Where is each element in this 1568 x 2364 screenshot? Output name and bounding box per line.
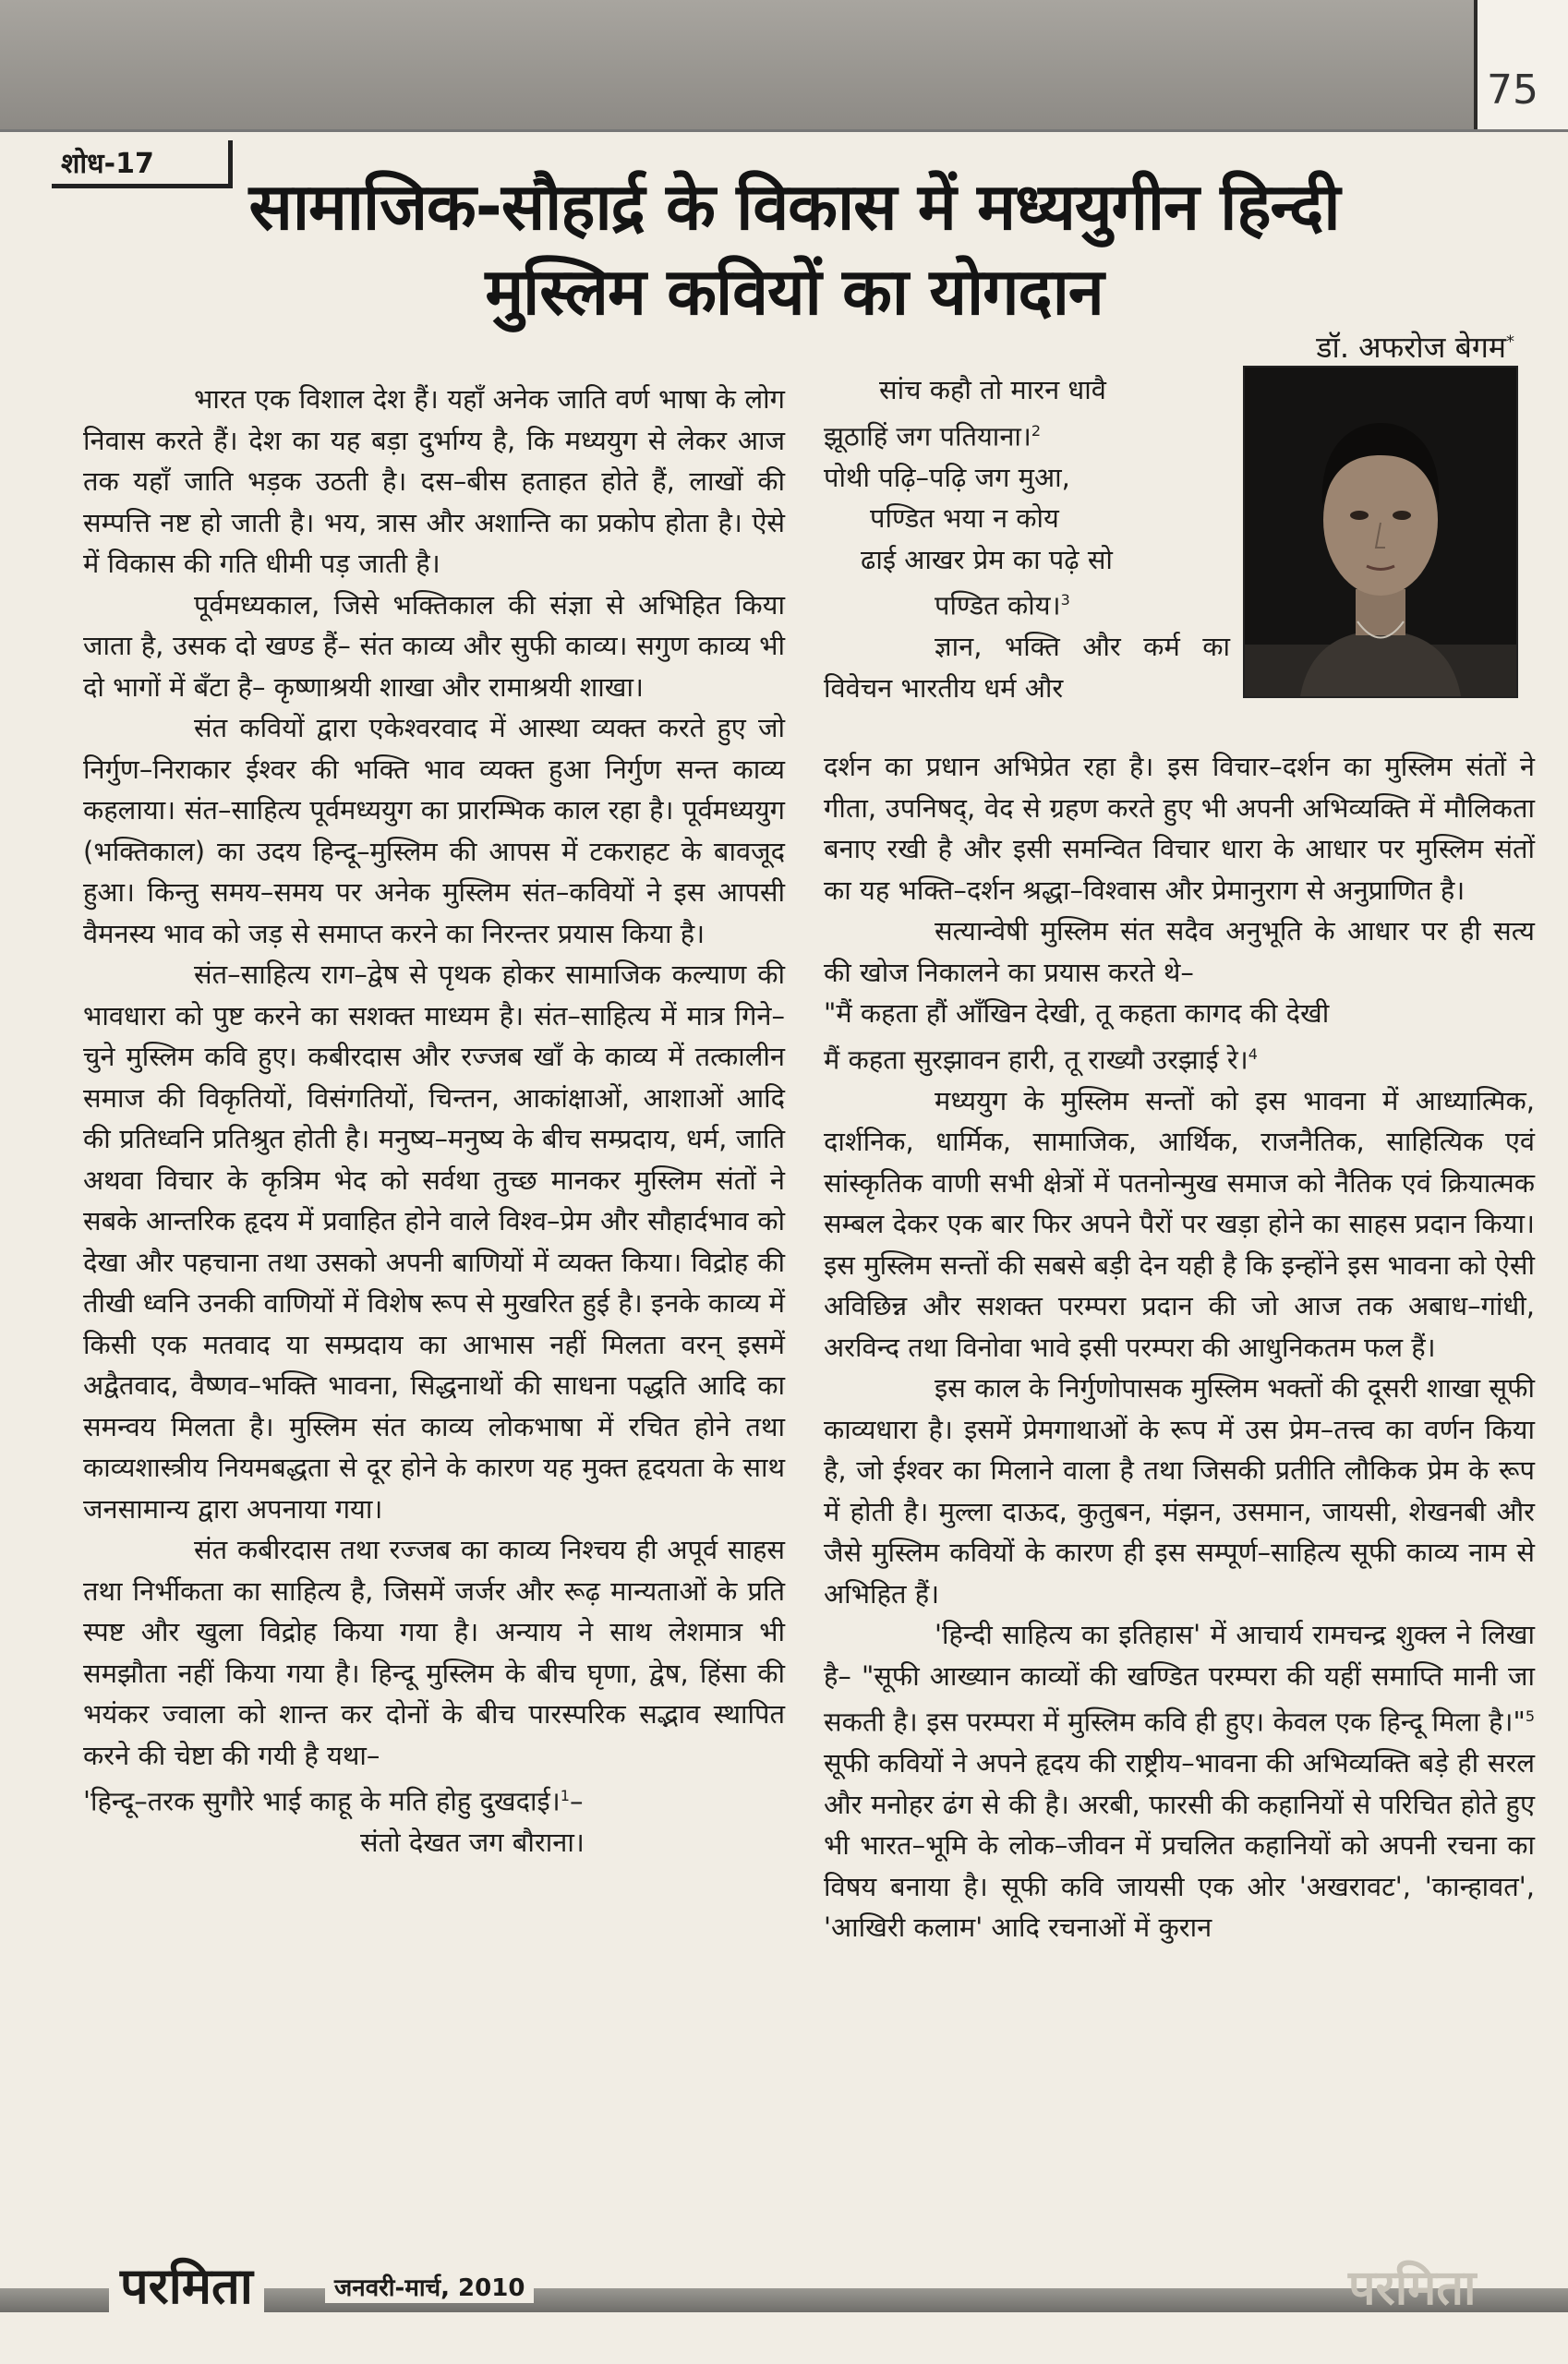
right-column <box>824 746 1535 1948</box>
paragraph: इस काल के निर्गुणोपासक मुस्लिम भक्तों की दूसरी शाखा सूफी काव्यधारा है। इसमें प्रेमगाथाओं के रूप में उस प्रेम–तत्त्व का वर्णन किया है, जो ईश्वर का मिलाने वाला है तथा जिसकी प्रतीति लौकिक प्रेम के रूप में होती है। मुल्ला दाऊद, कुतुबन, मंझन, उसमान, जायसी, शेखनबी और जैसे मुस्लिम कवियों के कारण ही इस सम्पूर्ण–साहित्य सूफी काव्य नाम से अभिहित हैं। <box>824 1372 1535 1610</box>
paragraph: संत–साहित्य राग–द्वेष से पृथक होकर सामाजिक कल्याण की भावधारा को पुष्ट करने का सशक्त माध्यम है। संत–साहित्य में मात्र गिने–चुने मुस्लिम कवि हुए। कबीरदास और रज्जब खाँ के काव्य में तत्कालीन समाज की विकृतियों, विसंगतियों, चिन्तन, आकांक्षाओं, आशाओं आदि की प्रतिध्वनि प्रतिश्रुत होती है। मनुष्य–मनुष्य के बीच सम्प्रदाय, धर्म, जाति अथवा विचार के कृत्रिम भेद को सर्वथा तुच्छ मानकर मुस्लिम संतों ने सबके आन्तरिक हृदय में प्रवाहित होने वाले विश्व–प्रेम और सौहार्दभाव को देखा और पहचाना तथा उसको अपनी बाणियों में व्यक्त किया। विद्रोह की तीखी ध्वनि उनकी वाणियों में विशेष रूप से मुखरित हुई है। इनके काव्य में किसी एक मतवाद या सम्प्रदाय का आभास नहीं मिलता वरन् इसमें अद्वैतवाद, वैष्णव–भक्ति भावना, सिद्धनाथों की साधना पद्धति आदि का समन्वय मिलता है। मुस्लिम संत काव्य लोकभाषा में रचित होने तथा काव्यशास्त्रीय नियमबद्धता से दूर होने के कारण यह मुक्त हृदयता के साथ जनसामान्य द्वारा अपनाया गया। <box>83 959 785 1525</box>
section-label: शोध-17 <box>52 140 233 188</box>
left-column <box>83 379 785 1863</box>
title-line-2: मुस्लिम कवियों का योगदान <box>485 254 1104 330</box>
right-column-top <box>824 369 1230 708</box>
quote-text: मैं कहता सुरझावन हारी, तू राख्यौ उरझाई रे। <box>824 1043 1248 1076</box>
verse-line: सांच कहौ तो मारन धावै <box>879 374 1106 405</box>
article-title <box>157 164 1431 334</box>
verse-text: झूठाहिं जग पतियाना। <box>824 420 1031 452</box>
page-number: 75 <box>1487 66 1538 114</box>
paragraph-text: सूफी कवियों ने अपने हृदय की राष्ट्रीय–भावना की अभिव्यक्ति बड़े ही सरल और मनोहर ढंग से की है। अरबी, फारसी की कहानियों से परिचित होते हुए भी भारत–भूमि के लोक–जीवन में प्रचलित कहानियों को अपनी रचना का विषय बनाया है। सूफी कवि जायसी एक ओर 'अखरावट', 'कान्हावत', 'आखिरी कलाम' आदि रचनाओं में कुरान <box>824 1747 1535 1944</box>
footnote-ref: 3 <box>1060 591 1070 609</box>
paragraph: भारत एक विशाल देश हैं। यहाँ अनेक जाति वर्ण भाषा के लोग निवास करते हैं। देश का यह बड़ा दुर्भाग्य है, कि मध्ययुग से लेकर आज तक यहाँ जाति भड़क उठती है। दस–बीस हताहत होते हैं, लाखों की सम्पत्ति नष्ट हो जाती है। भय, त्रास और अशान्ति का प्रकोप होता है। ऐसे में विकास की गति धीमी पड़ जाती है। <box>83 383 785 579</box>
author-photo <box>1243 366 1518 698</box>
paragraph-text: 'हिन्दी साहित्य का इतिहास' में आचार्य रामचन्द्र शुक्ल ने लिखा है– "सूफी आख्यान काव्यों की खण्डित परम्परा की यहीं समाप्ति मानी जा सकती है। इस परम्परा में मुस्लिम कवि ही हुए। केवल एक हिन्दू मिला है।" <box>824 1619 1535 1738</box>
author-portrait-image <box>1245 368 1516 696</box>
footnote-ref: 2 <box>1031 421 1042 440</box>
author-name <box>1200 327 1514 367</box>
quote-line <box>824 1034 1535 1080</box>
journal-watermark: परमिता <box>1348 2261 1477 2316</box>
quote-line <box>83 1776 785 1822</box>
paragraph: ज्ञान, भक्ति और कर्म का विवेचन भारतीय धर्म और <box>824 631 1230 704</box>
verse-text: पण्डित कोय। <box>935 589 1061 621</box>
verse-line <box>824 580 1230 626</box>
verse-line: पोथी पढ़ि–पढ़ि जग मुआ, <box>824 461 1070 493</box>
footnote-ref: 5 <box>1525 1707 1535 1726</box>
quote-line: "मैं कहता हौं आँखिन देखी, तू कहता कागद की देखी <box>824 997 1330 1029</box>
paragraph: दर्शन का प्रधान अभिप्रेत रहा है। इस विचार–दर्शन का मुस्लिम संतों ने गीता, उपनिषद्, वेद से ग्रहण करते हुए भी अपनी अभिव्यक्ति में मौलिकता बनाए रखी है और इसी समन्वित विचार धारा के आधार पर मुस्लिम संतों का यह भक्ति–दर्शन श्रद्धा–विश्वास और प्रेमानुराग से अनुप्राणित है। <box>824 751 1535 906</box>
author-footnote-mark: * <box>1506 332 1514 352</box>
paragraph: पूर्वमध्यकाल, जिसे भक्तिकाल की संज्ञा से अभिहित किया जाता है, उसक दो खण्ड हैं– संत काव्य और सुफी काव्य। सगुण काव्य भी दो भागों में बँटा है– कृष्णाश्रयी शाखा और रामाश्रयी शाखा। <box>83 588 785 703</box>
verse-line: पण्डित भया न कोय <box>870 502 1059 535</box>
author-text: डॉ. अफरोज बेगम <box>1316 330 1506 365</box>
quote-line: संतो देखत जग बौराना। <box>360 1827 585 1859</box>
paragraph: मध्ययुग के मुस्लिम सन्तों को इस भावना में आध्यात्मिक, दार्शनिक, धार्मिक, सामाजिक, आर्थिक, राजनैतिक, साहित्यिक एवं सांस्कृतिक वाणी सभी क्षेत्रों में पतनोन्मुख समाज को नैतिक एवं क्रियात्मक सम्बल देकर एक बार फिर अपने पैरों पर खड़ा होने का साहस प्रदान किया। इस मुस्लिम सन्तों की सबसे बड़ी देन यही है कि इन्होंने इस भावना को ऐसी अविछिन्न और सशक्त परम्परा प्रदान की जो आज तक अबाध–गांधी, अरविन्द तथा विनोवा भावे इसी परम्परा की आधुनिकतम फल हैं। <box>824 1084 1535 1363</box>
header-rule <box>0 129 1568 132</box>
footnote-ref: 1 <box>560 1787 570 1804</box>
verse-line <box>824 411 1230 457</box>
paragraph: संत कवियों द्वारा एकेश्वरवाद में आस्था व्यक्त करते हुए जो निर्गुण–निराकार ईश्वर की भक्ति भाव व्यक्त हुआ निर्गुण सन्त काव्य कहलाया। संत–साहित्य पूर्वमध्ययुग का प्रारम्भिक काल रहा है। पूर्वमध्ययुग (भक्तिकाल) का उदय हिन्दू–मुस्लिम की आपस में टकराहट के बावजूद हुआ। किन्तु समय–समय पर अनेक मुस्लिम संत–कवियों ने इस आपसी वैमनस्य भाव को जड़ से समाप्त करने का निरन्तर प्रयास किया है। <box>83 712 785 949</box>
paragraph <box>824 1614 1535 1948</box>
paragraph: संत कबीरदास तथा रज्जब का काव्य निश्चय ही अपूर्व साहस तथा निर्भीकता का साहित्य है, जिसमें जर्जर और रूढ़ मान्यताओं के प्रति स्पष्ट और खुला विद्रोह किया गया है। अन्याय ने साथ लेशमात्र भी समझौता नहीं किया गया है। हिन्दू मुस्लिम के बीच घृणा, द्वेष, हिंसा की भयंकर ज्वाला को शान्त कर दोनों के बीच पारस्परिक सद्भाव स्थापित करने की चेष्टा की गयी है यथा– <box>83 1534 785 1771</box>
paragraph: सत्यान्वेषी मुस्लिम संत सदैव अनुभूति के आधार पर ही सत्य की खोज निकालने का प्रयास करते थे– <box>824 915 1535 988</box>
issue-date: जनवरी-मार्च, 2010 <box>325 2270 534 2303</box>
journal-name: परमिता <box>109 2249 264 2318</box>
header-band <box>0 0 1474 129</box>
title-line-1: सामाजिक-सौहार्द्र के विकास में मध्ययुगीन हिन्दी <box>248 169 1340 245</box>
footnote-ref: 4 <box>1248 1044 1258 1063</box>
verse-line: ढाई आखर प्रेम का पढ़े सो <box>861 543 1113 575</box>
quote-dash: – <box>569 1785 584 1817</box>
quote-text: 'हिन्दू–तरक सुगौरे भाई काहू के मति होहु दुखदाई। <box>83 1785 561 1817</box>
